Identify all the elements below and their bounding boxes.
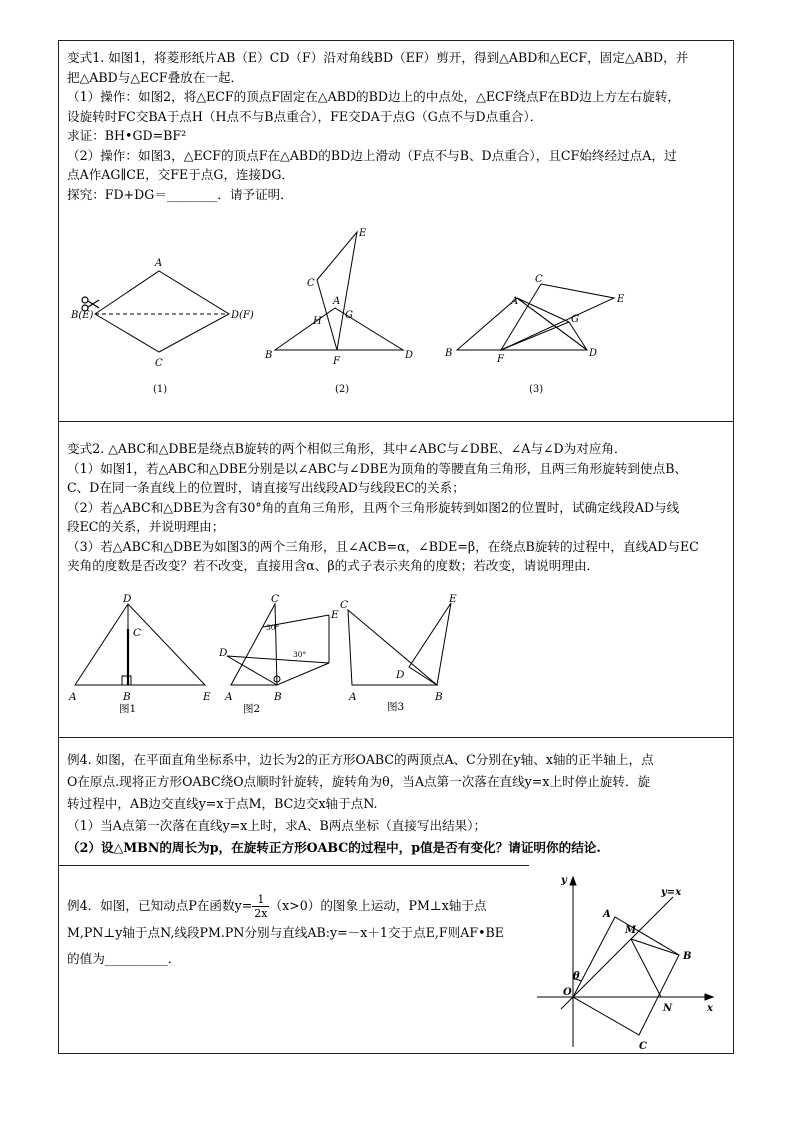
label: E bbox=[617, 294, 625, 305]
label: D bbox=[589, 348, 598, 359]
label: C bbox=[535, 274, 543, 285]
text-line: 求证：BH•GD=BF² bbox=[67, 128, 187, 143]
label: E bbox=[359, 228, 367, 239]
text-segment: （x>0）的图象上运动，PM⊥x轴于点 bbox=[269, 898, 487, 913]
text-line: M,PN⊥y轴于点N,线段PM.PN分别与直线AB:y=－x＋1交于点E,F则AF•BE bbox=[67, 925, 504, 940]
fraction bbox=[252, 893, 269, 920]
label: A bbox=[225, 691, 233, 703]
text-line: 变式1. 如图1，将菱形纸片AB（E）CD（F）沿对角线BD（EF）剪开，得到△ABD和△ECF，固定△ABD，并 bbox=[67, 50, 689, 65]
caption: (2) bbox=[335, 384, 350, 395]
label: D bbox=[219, 647, 228, 659]
variant2-text bbox=[67, 439, 725, 576]
text-line: 例4. 如图，在平面直角坐标系中，边长为2的正方形OABC的两顶点A、C分别在y轴、x轴的正半轴上，点 bbox=[67, 752, 654, 767]
label: C bbox=[639, 1041, 647, 1051]
triangle-abc-3 bbox=[348, 610, 437, 685]
rotated-square-figure bbox=[537, 871, 727, 1051]
line-y-equals-x bbox=[561, 897, 673, 1009]
label: B bbox=[265, 350, 273, 361]
angle-label: 30° bbox=[293, 650, 307, 659]
example4a-text bbox=[67, 749, 725, 859]
label: D(F) bbox=[231, 310, 254, 321]
label: B bbox=[683, 951, 692, 962]
text-line: C、D在同一条直线上的位置时，请直接写出线段AD与线段EC的关系； bbox=[67, 480, 465, 495]
variant1-figures bbox=[69, 226, 729, 396]
label: B bbox=[435, 691, 443, 703]
page-frame bbox=[58, 40, 734, 1054]
label: A bbox=[349, 691, 357, 703]
rhombus-shape bbox=[95, 271, 229, 352]
label: A bbox=[155, 258, 163, 269]
text-line: 探究：FD+DG＝________．请予证明． bbox=[67, 186, 293, 202]
text-line: 把△ABD与△ECF叠放在一起． bbox=[67, 69, 244, 85]
text-segment: 例4．如图，已知动点P在函数y= bbox=[67, 898, 253, 913]
label: O bbox=[563, 987, 572, 998]
triangle-dbe-3 bbox=[409, 603, 451, 685]
label: F bbox=[497, 354, 504, 365]
text-line: 变式2. △ABC和△DBE是绕点B旋转的两个相似三角形，其中∠ABC与∠DBE、∠A与∠D为对应角． bbox=[67, 441, 627, 456]
text-line: 段EC的关系，并说明理由； bbox=[67, 519, 225, 534]
text-line-bold: （2）设△MBN的周长为p，在旋转正方形OABC的过程中，p值是否有变化？请证明你的结论. bbox=[67, 840, 601, 855]
label: B bbox=[445, 348, 453, 359]
segment-dg bbox=[569, 322, 587, 350]
label: F bbox=[333, 356, 340, 367]
caption: 图3 bbox=[387, 701, 405, 713]
label: C bbox=[133, 627, 142, 639]
scissors-icon bbox=[82, 297, 99, 311]
triangle-abd-3 bbox=[457, 298, 587, 350]
label: B bbox=[123, 691, 131, 703]
fraction-numerator: 1 bbox=[252, 893, 269, 907]
text-line: （1）如图1，若△ABC和△DBE分别是以∠ABC与∠DBE为顶角的等腰直角三角形，且两三角形旋转到使点B、 bbox=[67, 460, 688, 476]
x-axis-arrow bbox=[705, 994, 713, 1000]
text-line bbox=[67, 893, 513, 920]
label: C bbox=[307, 278, 315, 289]
triangle-abc-2 bbox=[231, 604, 277, 685]
label: C bbox=[155, 358, 163, 369]
text-line: 点A作AG∥CE，交FE于点G，连接DG． bbox=[67, 167, 294, 182]
text-line: （3）若△ABC和△DBE为如图3的两个三角形，且∠ACB=α，∠BDE=β，在绕点B旋转的过程中，直线AD与EC bbox=[67, 538, 699, 554]
text-line: （1）操作：如图2，将△ECF的顶点F固定在△ABD的BD边上的中点处，△ECF绕点F在BD边上方左右旋转， bbox=[67, 89, 681, 104]
label: M bbox=[625, 925, 637, 936]
label: C bbox=[340, 599, 349, 611]
label: y=x bbox=[661, 887, 682, 898]
triangle-dbe bbox=[75, 604, 205, 685]
label: C bbox=[271, 594, 280, 605]
caption: (3) bbox=[529, 384, 544, 395]
label: D bbox=[123, 594, 132, 605]
label: D bbox=[396, 669, 405, 681]
y-axis-arrow bbox=[570, 877, 576, 885]
text-line: （1）当A点第一次落在直线y=x上时，求A、B两点坐标（直接写出结果）； bbox=[67, 818, 487, 833]
label: H bbox=[313, 316, 322, 327]
example4b-text bbox=[67, 893, 513, 972]
label: N bbox=[663, 1003, 673, 1014]
label: G bbox=[571, 314, 579, 325]
text-line: （2）若△ABC和△DBE为含有30°角的直角三角形，且两个三角形旋转到如图2的位置时，试确定线段AD与线 bbox=[67, 499, 680, 515]
triangle-dbe-2 bbox=[227, 656, 329, 685]
variant1-text bbox=[67, 48, 725, 204]
section-divider bbox=[59, 421, 733, 422]
label: A bbox=[603, 909, 611, 920]
text-line: 转过程中，AB边交直线y=x于点M，BC边交x轴于点N. bbox=[67, 796, 378, 811]
section-divider bbox=[59, 737, 733, 738]
caption: 图2 bbox=[243, 703, 261, 715]
label: x bbox=[707, 1003, 713, 1014]
text-line: 夹角的度数是否改变？若不改变，直接用含α、β的式子表示夹角的度数；若改变，请说明理由． bbox=[67, 558, 600, 573]
segment-fg bbox=[501, 322, 569, 350]
angle-label: 30° bbox=[266, 623, 280, 632]
label: G bbox=[345, 310, 353, 321]
label: D bbox=[405, 350, 414, 361]
fraction-denominator: 2x bbox=[254, 907, 268, 920]
text-line: 设旋转时FC交BA于点H（H点不与B点重合），FE交DA于点G（G点不与D点重合）． bbox=[67, 108, 543, 124]
caption: 图1 bbox=[119, 703, 137, 715]
triangle-abd bbox=[275, 308, 403, 350]
label: A bbox=[511, 296, 519, 307]
text-line: O在原点.现将正方形OABC绕O点顺时针旋转，旋转角为θ，当A点第一次落在直线y=x上时停止旋转．旋 bbox=[67, 774, 651, 789]
caption: (1) bbox=[153, 384, 168, 395]
section-divider bbox=[59, 865, 529, 866]
variant2-figures bbox=[63, 594, 523, 716]
label: E bbox=[449, 594, 457, 605]
text-line: 的值为__________． bbox=[67, 951, 181, 966]
label: A bbox=[69, 691, 77, 703]
text-line: （2）操作：如图3，△ECF的顶点F在△ABD的BD边上滑动（F点不与B、D点重合），且CF始终经过点A，过 bbox=[67, 147, 677, 163]
right-angle-mark bbox=[122, 676, 131, 685]
label: E bbox=[331, 609, 339, 621]
label: B bbox=[274, 691, 282, 703]
label: θ bbox=[573, 971, 580, 982]
label: B(E) bbox=[71, 310, 94, 321]
label: A bbox=[333, 296, 341, 307]
triangle-ecf bbox=[317, 232, 357, 350]
label: E bbox=[203, 691, 211, 703]
label: y bbox=[561, 875, 567, 886]
